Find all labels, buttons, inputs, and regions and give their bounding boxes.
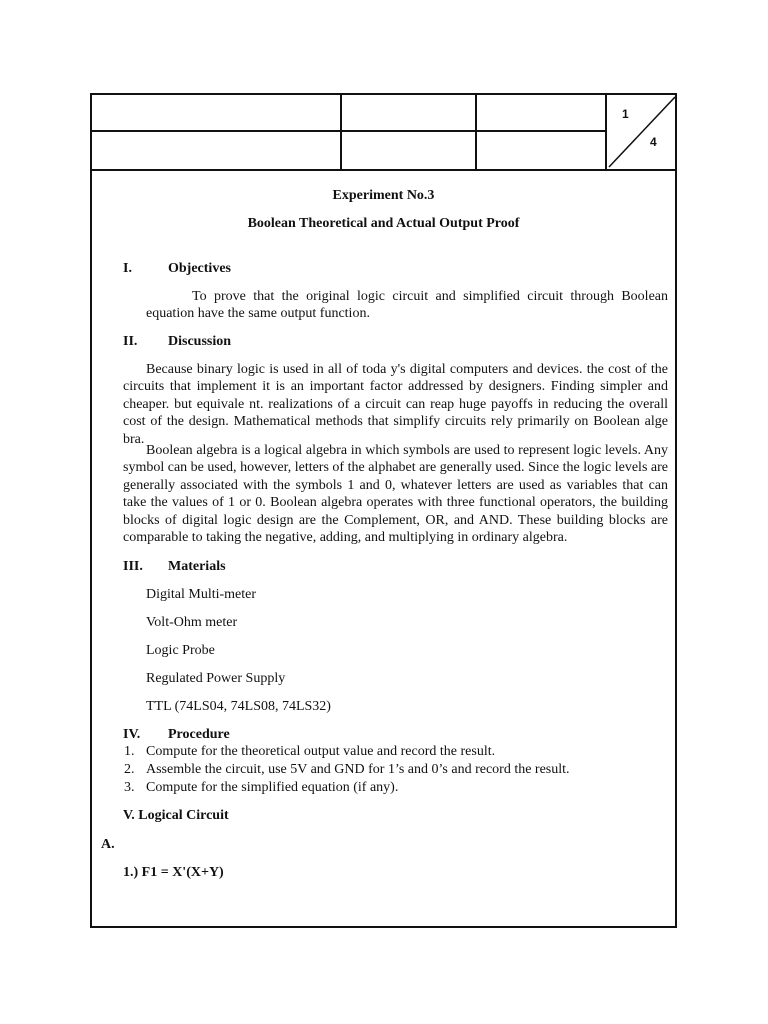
discussion-paragraph-2: Boolean algebra is a logical algebra in which symbols are used to represent logic levels. Any symbol can be used, however, letters of the alphabet are generally used. Since the logic levels are generally associated with the symbols 1 and 0, whatever letters are used as variables that can take the values of 1 or 0. Boolean algebra operates with three functional operators, the building blocks of digital logic design are the Complement, OR, and AND. These building blocks are comparable to taking the negative, adding, and multiplying in ordinary algebra. [123,443,668,546]
page-number-box [607,95,675,169]
header-col-divider [340,95,342,169]
material-item: Regulated Power Supply [146,671,286,686]
material-item: TTL (74LS04, 74LS08, 74LS32) [146,699,331,714]
section-heading-discussion: Discussion [168,334,232,349]
section-heading-procedure: Procedure [168,727,230,742]
discussion-paragraph-1: Because binary logic is used in all of toda y's digital computers and devices. the cost of the circuits that implement it is an important factor addressed by designers. Finding simpler and cheaper. but equivale nt. realizations of a circuit can reap huge payoffs in reducing the overall cost of the design. Mathematical methods that simplify circuits rely primarily on Boolean alge bra. [123,362,668,447]
page-current: 1 [622,107,629,121]
page-slash-icon [607,95,675,169]
section-heading-materials: Materials [168,559,226,574]
page-total: 4 [650,135,657,149]
header-col-divider [475,95,477,169]
page-title: Experiment No.3 [332,188,435,203]
section-number: II. [123,334,138,349]
section-heading-logical-circuit: V. Logical Circuit [123,808,229,823]
procedure-step: Compute for the theoretical output value and record the result. [146,744,496,759]
section-number: III. [123,559,143,574]
section-number: IV. [123,727,141,742]
equation-f1: 1.) F1 = X'(X+Y) [123,865,224,880]
part-label: A. [101,837,115,852]
material-item: Logic Probe [146,643,215,658]
header-row-divider [92,130,606,132]
procedure-step-number: 2. [124,762,135,777]
material-item: Digital Multi-meter [146,587,257,602]
procedure-step-number: 1. [124,744,135,759]
procedure-step: Compute for the simplified equation (if any). [146,780,399,795]
header-table [92,95,675,171]
objectives-text: To prove that the original logic circuit and simplified circuit through Boolean equation have the same output function. [146,289,668,322]
procedure-step-number: 3. [124,780,135,795]
section-number: I. [123,261,132,276]
document-frame [90,93,677,928]
section-heading-objectives: Objectives [168,261,231,276]
material-item: Volt-Ohm meter [146,615,238,630]
procedure-step: Assemble the circuit, use 5V and GND for 1’s and 0’s and record the result. [146,762,570,777]
page-subtitle: Boolean Theoretical and Actual Output Proof [247,216,520,231]
